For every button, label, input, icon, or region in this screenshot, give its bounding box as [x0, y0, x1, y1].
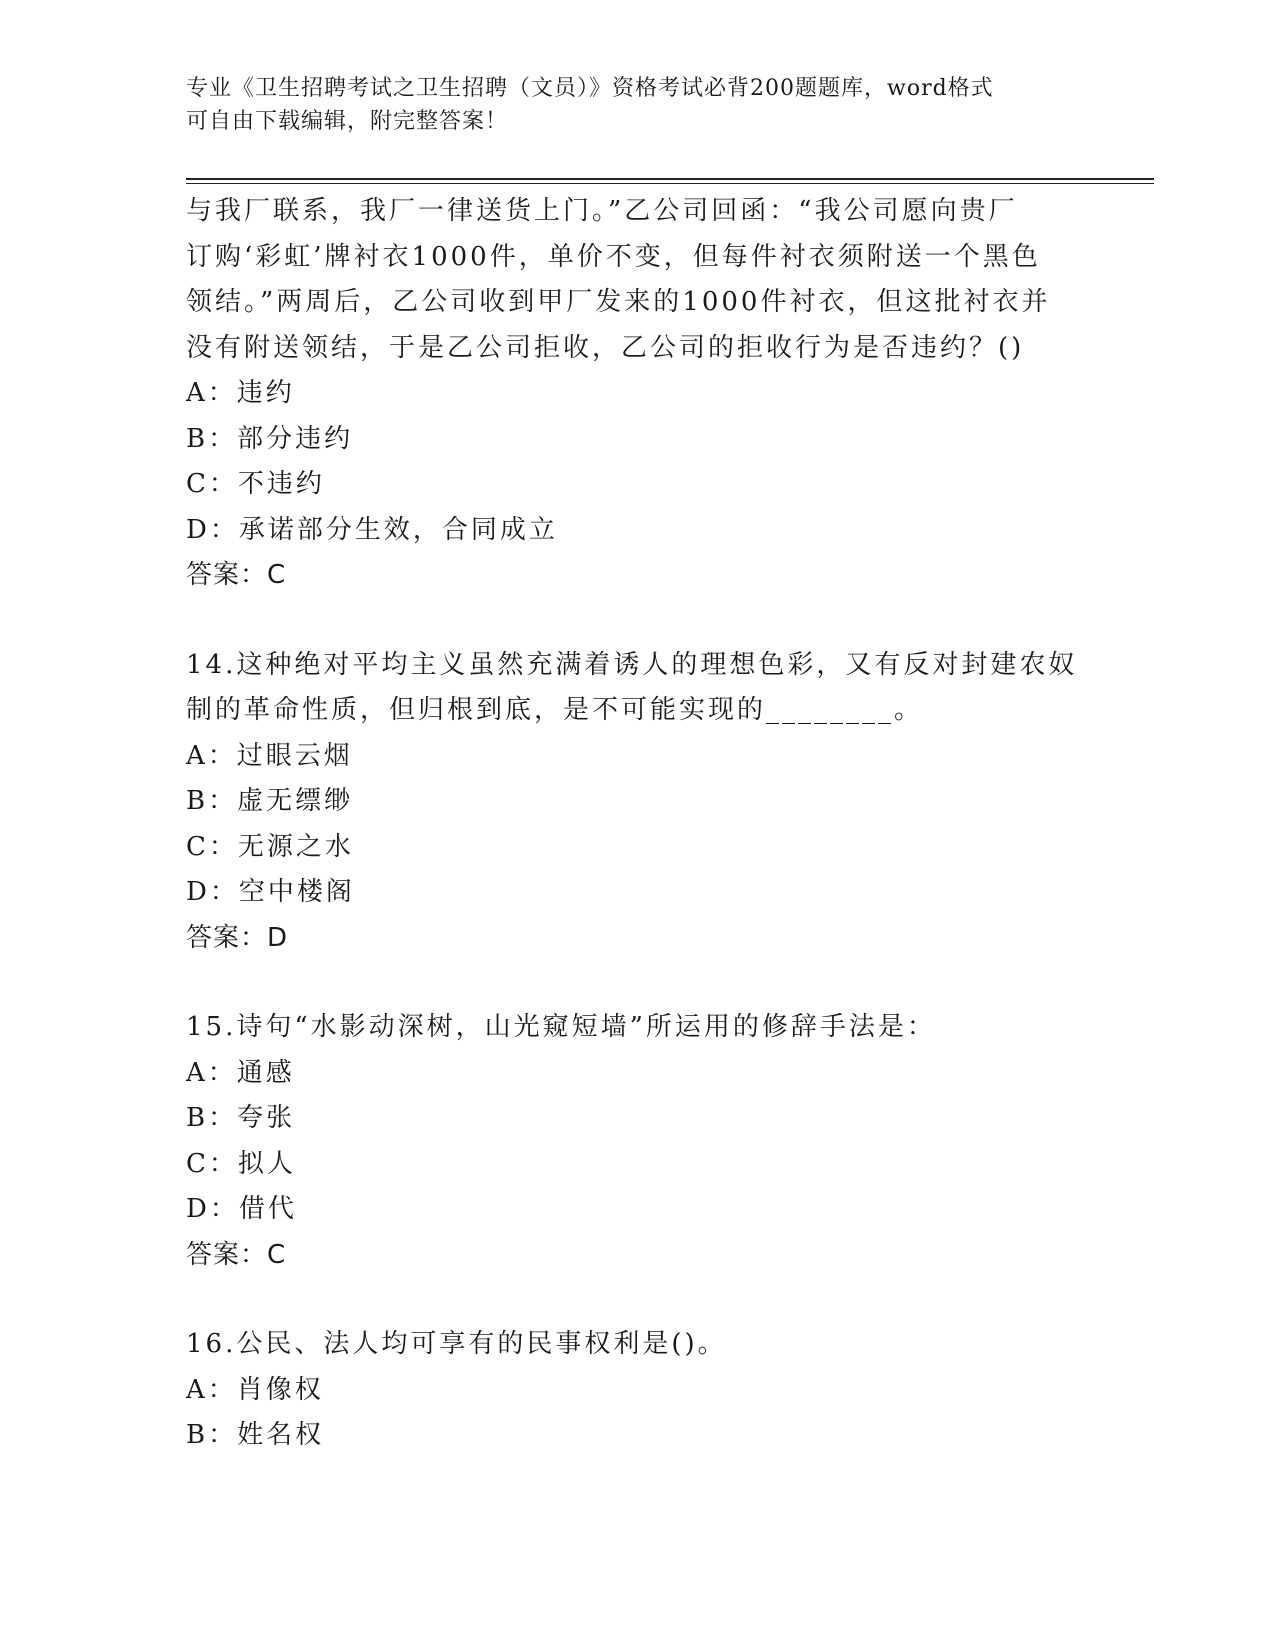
question-14-answer: 答案：D [186, 922, 289, 953]
question-15-option-c: C：拟人 [186, 1148, 296, 1179]
question-13-option-b: B：部分违约 [186, 423, 354, 454]
question-15-option-a: A：通感 [186, 1057, 295, 1088]
question-14-stem-line: 14.这种绝对平均主义虽然充满着诱人的理想色彩，又有反对封建农奴 [186, 649, 1078, 680]
question-16-option-a: A：肖像权 [186, 1374, 324, 1405]
question-13 [186, 189, 1086, 599]
question-14-option-a: A：过眼云烟 [186, 740, 353, 771]
question-13-answer: 答案：C [186, 560, 287, 590]
question-14 [186, 643, 1086, 962]
header-rule-thick [186, 178, 1154, 180]
question-13-option-c: C：不违约 [186, 469, 325, 499]
question-14-stem-line: 制的革命性质，但归根到底，是不可能实现的________。 [186, 695, 924, 725]
question-list [186, 189, 1086, 1459]
question-spacer [186, 599, 1086, 643]
document-header [186, 72, 1066, 138]
question-16-option-b: B：姓名权 [186, 1420, 325, 1450]
question-13-stem-line: 订购‘彩虹’牌衬衣1000件，单价不变，但每件衬衣须附送一个黑色 [186, 241, 1041, 272]
question-15-answer: 答案：C [186, 1239, 287, 1270]
question-15 [186, 1005, 1086, 1278]
question-14-option-d: D：空中楼阁 [186, 877, 355, 907]
question-16 [186, 1322, 1086, 1459]
question-15-stem-line: 15.诗句“水影动深树，山光窥短墙”所运用的修辞手法是： [186, 1012, 936, 1042]
question-13-option-a: A：违约 [186, 378, 295, 408]
question-spacer [186, 1278, 1086, 1322]
question-14-option-b: B：虚无缥缈 [186, 786, 354, 816]
question-13-option-d: D：承诺部分生效，合同成立 [186, 514, 558, 545]
header-rule-thin [186, 183, 1154, 184]
question-15-option-d: D：借代 [186, 1194, 297, 1224]
question-13-stem-line: 没有附送领结，于是乙公司拒收，乙公司的拒收行为是否违约？() [186, 332, 1025, 363]
question-14-option-c: C：无源之水 [186, 831, 354, 862]
header-line-1: 专业《卫生招聘考试之卫生招聘（文员）》资格考试必背200题题库，word格式 [186, 76, 994, 101]
question-spacer [186, 961, 1086, 1005]
question-16-stem-line: 16.公民、法人均可享有的民事权利是()。 [186, 1329, 727, 1359]
header-line-2: 可自由下载编辑，附完整答案！ [186, 109, 509, 134]
question-13-stem-line: 与我厂联系，我厂一律送货上门。”乙公司回函：“我公司愿向贵厂 [186, 196, 1018, 226]
question-13-stem-line: 领结。”两周后，乙公司收到甲厂发来的1000件衬衣，但这批衬衣并 [186, 287, 1051, 317]
question-15-option-b: B：夸张 [186, 1103, 296, 1133]
